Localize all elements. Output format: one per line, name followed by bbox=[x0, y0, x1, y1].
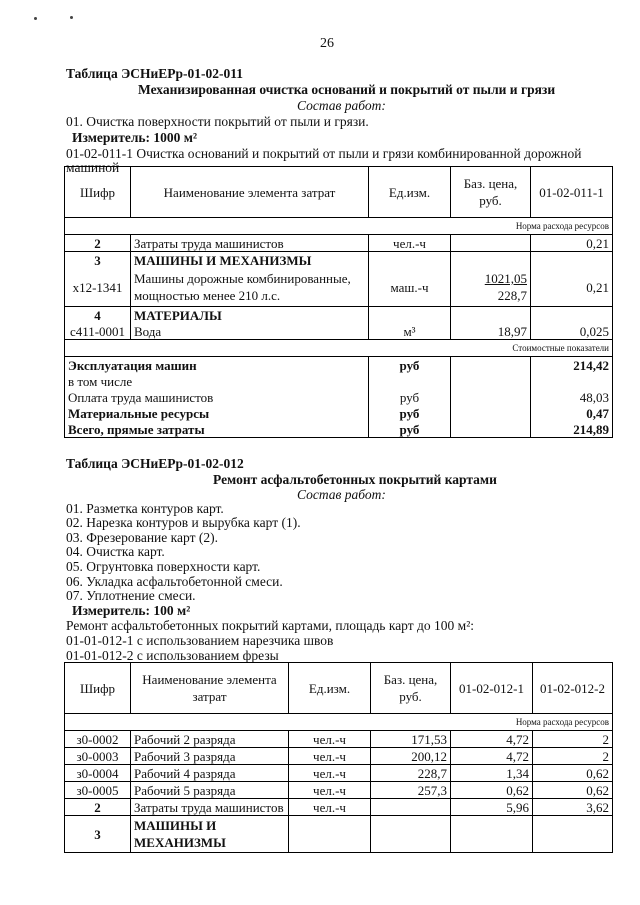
cost-unit: руб bbox=[369, 405, 451, 421]
row-name-line: мощностью менее 210 л.с. bbox=[134, 288, 281, 303]
row-price-line: 1021,05 bbox=[484, 271, 527, 286]
row-name: Рабочий 5 разряда bbox=[131, 782, 289, 799]
row-price: 257,3 bbox=[371, 782, 451, 799]
row-name: Вода bbox=[131, 323, 369, 340]
table1-item-desc-cont: машиной bbox=[66, 160, 120, 175]
row-unit bbox=[369, 307, 451, 324]
row-code: з0-0002 bbox=[65, 731, 131, 748]
row-code: 2 bbox=[65, 799, 131, 816]
cost-price bbox=[451, 373, 531, 389]
row-name: МАТЕРИАЛЫ bbox=[131, 307, 369, 324]
table1-resources bbox=[64, 166, 613, 438]
cost-price bbox=[451, 405, 531, 421]
table-row bbox=[65, 323, 613, 340]
row-value bbox=[533, 816, 613, 853]
header-col1: 01-02-012-1 bbox=[451, 663, 533, 714]
cost-label: Стоимостные показатели bbox=[65, 340, 613, 357]
cost-unit: руб bbox=[369, 421, 451, 438]
row-unit: м³ bbox=[369, 323, 451, 340]
row-name: МАШИНЫ И МЕХАНИЗМЫ bbox=[131, 816, 289, 853]
row-name: Затраты труда машинистов bbox=[131, 799, 289, 816]
header-col1: 01-02-011-1 bbox=[531, 167, 613, 218]
row-code: з0-0004 bbox=[65, 765, 131, 782]
row-unit: чел.-ч bbox=[289, 748, 371, 765]
table2-work-item: 03. Фрезерование карт (2). bbox=[66, 530, 218, 545]
cost-value bbox=[531, 373, 613, 389]
cost-value: 214,89 bbox=[531, 421, 613, 438]
cost-row bbox=[65, 373, 613, 389]
header-code: Шифр bbox=[65, 663, 131, 714]
row-name-line: Машины дорожные комбинированные, bbox=[134, 271, 351, 286]
row-name bbox=[131, 268, 369, 307]
norm-label: Норма расхода ресурсов bbox=[65, 218, 613, 235]
norm-label: Норма расхода ресурсов bbox=[65, 714, 613, 731]
header-unit: Ед.изм. bbox=[369, 167, 451, 218]
table1-item-desc: 01-02-011-1 Очистка оснований и покрытий от пыли и грязи комбинированной дорожной bbox=[66, 146, 582, 161]
header-code: Шифр bbox=[65, 167, 131, 218]
header-name: Наименование элемента затрат bbox=[131, 663, 289, 714]
row-code: 3 bbox=[65, 816, 131, 853]
page-number: 26 bbox=[320, 36, 334, 51]
table1-title: Механизированная очистка оснований и покрытий от пыли и грязи bbox=[138, 82, 556, 97]
row-value: 1,34 bbox=[451, 765, 533, 782]
row-value: 0,62 bbox=[451, 782, 533, 799]
row-value: 5,96 bbox=[451, 799, 533, 816]
cost-value: 214,42 bbox=[531, 357, 613, 374]
table1-works-heading: Состав работ: bbox=[297, 98, 386, 113]
row-unit: чел.-ч bbox=[369, 235, 451, 252]
table-header-row bbox=[65, 167, 613, 218]
cost-price bbox=[451, 421, 531, 438]
row-price: 228,7 bbox=[371, 765, 451, 782]
cost-unit: руб bbox=[369, 389, 451, 405]
norm-label-row bbox=[65, 714, 613, 731]
row-value: 3,62 bbox=[533, 799, 613, 816]
table2-work-item: 07. Уплотнение смеси. bbox=[66, 588, 196, 603]
header-unit: Ед.изм. bbox=[289, 663, 371, 714]
row-unit: маш.-ч bbox=[369, 268, 451, 307]
table-row bbox=[65, 235, 613, 252]
row-name: Рабочий 4 разряда bbox=[131, 765, 289, 782]
cost-row bbox=[65, 357, 613, 374]
table-row bbox=[65, 307, 613, 324]
table-header-row bbox=[65, 663, 613, 714]
row-unit bbox=[369, 252, 451, 269]
cost-row bbox=[65, 405, 613, 421]
scan-speck bbox=[70, 16, 73, 19]
table2-title: Ремонт асфальтобетонных покрытий картами bbox=[213, 472, 497, 487]
row-price: 18,97 bbox=[451, 323, 531, 340]
norm-label-row bbox=[65, 218, 613, 235]
cost-name: Всего, прямые затраты bbox=[65, 421, 369, 438]
header-name: Наименование элемента затрат bbox=[131, 167, 369, 218]
row-unit: чел.-ч bbox=[289, 765, 371, 782]
row-price bbox=[451, 252, 531, 269]
table2-measure: Измеритель: 100 м² bbox=[72, 603, 191, 618]
row-price bbox=[451, 307, 531, 324]
row-value bbox=[531, 252, 613, 269]
table1-measure: Измеритель: 1000 м² bbox=[72, 130, 198, 145]
table-row bbox=[65, 268, 613, 307]
cost-name: Материальные ресурсы bbox=[65, 405, 369, 421]
cost-name: Оплата труда машинистов bbox=[65, 389, 369, 405]
row-name: Затраты труда машинистов bbox=[131, 235, 369, 252]
header-price: Баз. цена, руб. bbox=[451, 167, 531, 218]
row-value: 0,62 bbox=[533, 782, 613, 799]
row-code: 4 bbox=[65, 307, 131, 324]
cost-price bbox=[451, 357, 531, 374]
table1-work-item: 01. Очистка поверхности покрытий от пыли и грязи. bbox=[66, 114, 369, 129]
table2-works-heading: Состав работ: bbox=[297, 487, 386, 502]
cost-label-row bbox=[65, 340, 613, 357]
row-code: з0-0005 bbox=[65, 782, 131, 799]
cost-price bbox=[451, 389, 531, 405]
table2-work-item: 01. Разметка контуров карт. bbox=[66, 501, 224, 516]
table-row bbox=[65, 252, 613, 269]
row-code: х12-1341 bbox=[65, 268, 131, 307]
row-value: 0,21 bbox=[531, 235, 613, 252]
table2-resources bbox=[64, 662, 613, 853]
row-price: 171,53 bbox=[371, 731, 451, 748]
table2-work-item: 02. Нарезка контуров и вырубка карт (1). bbox=[66, 515, 301, 530]
table2-item: 01-01-012-1 с использованием нарезчика швов bbox=[66, 633, 334, 648]
table-row bbox=[65, 799, 613, 816]
row-price bbox=[451, 235, 531, 252]
table2-work-item: 06. Укладка асфальтобетонной смеси. bbox=[66, 574, 283, 589]
row-value: 2 bbox=[533, 748, 613, 765]
cost-value: 0,47 bbox=[531, 405, 613, 421]
table2-work-item: 05. Огрунтовка поверхности карт. bbox=[66, 559, 261, 574]
scan-speck bbox=[34, 17, 37, 20]
row-code: з0-0003 bbox=[65, 748, 131, 765]
row-name: МАШИНЫ И МЕХАНИЗМЫ bbox=[131, 252, 369, 269]
row-value bbox=[531, 307, 613, 324]
row-price bbox=[371, 816, 451, 853]
row-unit: чел.-ч bbox=[289, 731, 371, 748]
row-name: Рабочий 3 разряда bbox=[131, 748, 289, 765]
row-value: 0,21 bbox=[531, 268, 613, 307]
row-code: 2 bbox=[65, 235, 131, 252]
cost-value: 48,03 bbox=[531, 389, 613, 405]
row-unit: чел.-ч bbox=[289, 799, 371, 816]
row-value: 4,72 bbox=[451, 731, 533, 748]
table-row bbox=[65, 748, 613, 765]
row-value: 2 bbox=[533, 731, 613, 748]
row-name: Рабочий 2 разряда bbox=[131, 731, 289, 748]
table2-item: 01-01-012-2 с использованием фрезы bbox=[66, 648, 279, 663]
table-row bbox=[65, 782, 613, 799]
header-col2: 01-02-012-2 bbox=[533, 663, 613, 714]
row-price-line: 228,7 bbox=[497, 288, 527, 303]
cost-unit bbox=[369, 373, 451, 389]
table-row bbox=[65, 816, 613, 853]
row-price: 200,12 bbox=[371, 748, 451, 765]
table-row bbox=[65, 731, 613, 748]
row-value: 0,62 bbox=[533, 765, 613, 782]
row-code: с411-0001 bbox=[65, 323, 131, 340]
table2-code: Таблица ЭСНиЕРр-01-02-012 bbox=[66, 456, 244, 471]
row-code: 3 bbox=[65, 252, 131, 269]
cost-name: в том числе bbox=[65, 373, 369, 389]
table2-desc: Ремонт асфальтобетонных покрытий картами, площадь карт до 100 м²: bbox=[66, 618, 474, 633]
row-value: 0,025 bbox=[531, 323, 613, 340]
row-price bbox=[451, 268, 531, 307]
row-unit bbox=[289, 816, 371, 853]
cost-name: Эксплуатация машин bbox=[65, 357, 369, 374]
row-price bbox=[371, 799, 451, 816]
table2-work-item: 04. Очистка карт. bbox=[66, 544, 165, 559]
table1-code: Таблица ЭСНиЕРр-01-02-011 bbox=[66, 66, 244, 81]
header-price: Баз. цена, руб. bbox=[371, 663, 451, 714]
table-row bbox=[65, 765, 613, 782]
row-unit: чел.-ч bbox=[289, 782, 371, 799]
row-value bbox=[451, 816, 533, 853]
cost-row bbox=[65, 421, 613, 438]
cost-unit: руб bbox=[369, 357, 451, 374]
cost-row bbox=[65, 389, 613, 405]
row-value: 4,72 bbox=[451, 748, 533, 765]
